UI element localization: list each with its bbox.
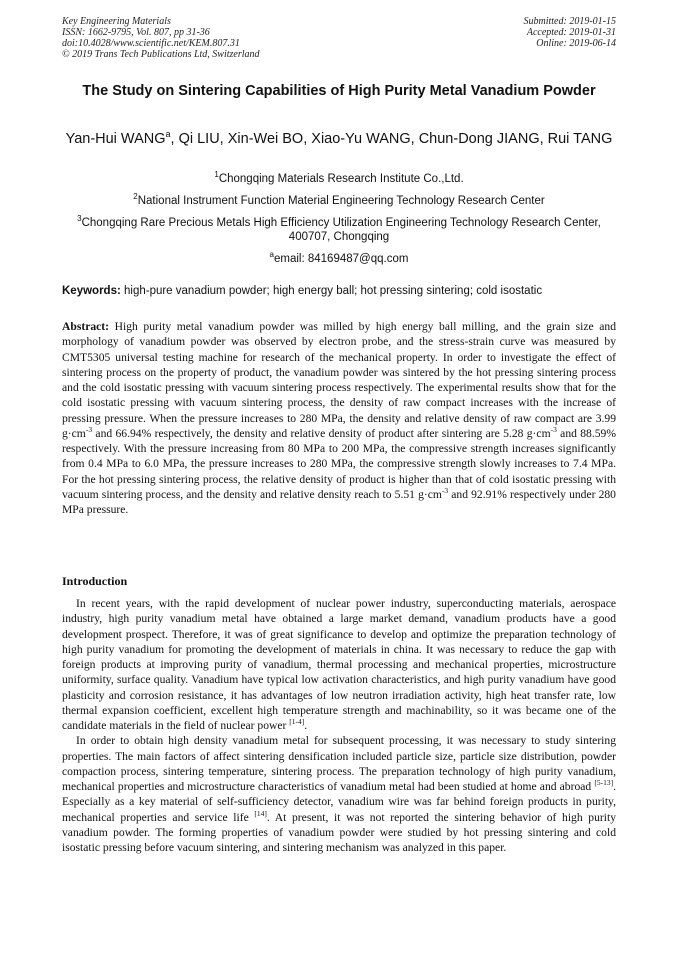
citation-1-4: [1-4]: [289, 717, 305, 727]
abstract: [62, 319, 616, 517]
introduction-body: [62, 596, 616, 855]
copyright-line: © 2019 Trans Tech Publications Ltd, Switzerland: [62, 49, 260, 60]
keywords: [62, 284, 616, 298]
intro-p2-text-b: . Especially as a key material of self-sufficiency detector, vanadium wire was far behind foreign products in purity, mechanical properties and service life: [62, 780, 616, 824]
affiliation-2: [62, 190, 616, 208]
online-date: Online: 2019-06-14: [536, 38, 616, 49]
intro-paragraph-2: [62, 733, 616, 855]
affiliation-1-text: Chongqing Materials Research Institute Co.,Ltd.: [218, 172, 464, 185]
abstract-sup-3: -3: [441, 485, 449, 495]
email-sup: a: [269, 250, 274, 259]
intro-p2-text-c: . At present, it was not reported the sintering behavior of high purity vanadium powder. The forming properties of vanadium powder were studied by hot pressing sintering and cold isostatic pressing before vacuum sintering, and sintering mechanism was analyzed in this paper.: [62, 810, 616, 854]
other-authors: , Qi LIU, Xin-Wei BO, Xiao-Yu WANG, Chun-Dong JIANG, Rui TANG: [170, 130, 613, 147]
abstract-text-4: and 92.91% respectively under 280 MPa pressure.: [62, 487, 616, 516]
issn-line: ISSN: 1662-9795, Vol. 807, pp 31-36: [62, 27, 210, 38]
affiliation-1: [62, 168, 616, 186]
intro-p1-end: .: [304, 719, 308, 732]
intro-p1-text: In recent years, with the rapid development of nuclear power industry, superconducting materials, aerospace industry, high purity vanadium metal have obtained a large market demand, vanadium products have a good development prospect. Therefore, it was of great significance to develop and optimize the preparation technology of high purity vanadium for promoting the development of materials in china. It was necessary to reduce the gap with foreign products at improving purity of vanadium, thermal processing and mechanical properties, microstructure uniformity, surface quality. Vanadium have typical low activation characteristics, and high purity vanadium have good plasticity and corrosion resistance, it has advantages of low neutron irradiation activity, high heat transfer rate, low thermal expansion coefficient, excellent high temperature strength and machinability, so it was became one of the candidate materials in the field of nuclear power: [62, 597, 616, 732]
keywords-text: high-pure vanadium powder; high energy ball; hot pressing sintering; cold isostatic: [120, 285, 543, 297]
intro-paragraph-1: [62, 596, 616, 733]
author-list: [62, 125, 616, 149]
citation-14: [14]: [254, 808, 267, 818]
author-email: [62, 248, 616, 266]
journal-name: Key Engineering Materials: [62, 16, 171, 27]
affiliation-1-sup: 1: [214, 170, 219, 179]
affiliation-3: [62, 212, 616, 244]
introduction-heading: Introduction: [62, 574, 128, 588]
keywords-label: Keywords:: [62, 285, 121, 297]
abstract-label: Abstract:: [62, 320, 110, 333]
first-author-sup: a: [165, 129, 171, 139]
accepted-date: Accepted: 2019-01-31: [526, 27, 616, 38]
journal-header-left: [62, 16, 260, 60]
first-author: Yan-Hui WANG: [65, 130, 166, 147]
affiliation-3-sup: 3: [77, 214, 82, 223]
paper-title: The Study on Sintering Capabilities of High Purity Metal Vanadium Powder: [82, 83, 596, 99]
citation-5-13: [5-13]: [594, 778, 614, 788]
abstract-sup-2: -3: [550, 424, 557, 434]
submitted-date: Submitted: 2019-01-15: [523, 16, 616, 27]
abstract-sup-1: -3: [85, 424, 93, 434]
abstract-text-1: High purity metal vanadium powder was milled by high energy ball milling, and the grain size and morphology of vanadium powder was observed by electron probe, and the stress-strain curve was measured by CMT5305 universal testing machine for research of the mechanical property. In order to investigate the effect of sintering process on the property of product, the vanadium powder was sintered by the hot pressing sintering process and the cold isostatic pressing with vacuum sintering process respectively. The experimental results show that for the cold isostatic pressing with vacuum sintering process, the density of raw compact increases with the increase of pressing pressure. When the pressure increases to 280 MPa, the density and relative density of raw compact are 3.99 g·cm: [62, 320, 616, 440]
journal-header-right: [524, 16, 617, 49]
intro-p2-text-a: In order to obtain high density vanadium metal for subsequent processing, it was necessary to study sintering properties. The main factors of affect sintering densification included particle size, particle size distribution, powder compaction process, sintering temperature, sintering process. The preparation technology of high purity vanadium, mechanical properties and microstructure characteristics of vanadium metal had been studied at home and abroad: [62, 734, 616, 793]
abstract-text-2: and 66.94% respectively, the density and relative density of product after sintering are 5.28 g·cm: [92, 426, 551, 440]
doi-line: doi:10.4028/www.scientific.net/KEM.807.31: [62, 38, 240, 49]
affiliation-2-sup: 2: [133, 192, 138, 201]
abstract-text-3: and 88.59% respectively. With the pressure increasing from 80 MPa to 200 MPa, the compressive strength increases significantly from 0.4 MPa to 6.0 MPa, the pressure increases to 280 MPa, the compressive strength slowly increases to 7.4 MPa. For the hot pressing sintering process, the relative density of product is higher than that of cold isostatic pressing with vacuum sintering process, and the density and relative density reach to 5.51 g·cm: [62, 426, 617, 501]
affiliation-2-text: National Instrument Function Material Engineering Technology Research Center: [137, 194, 545, 207]
affiliation-3-text: Chongqing Rare Precious Metals High Efficiency Utilization Engineering Technology Research Center, 400707, Chongqing: [81, 216, 601, 243]
email-text: email: 84169487@qq.com: [274, 252, 409, 265]
